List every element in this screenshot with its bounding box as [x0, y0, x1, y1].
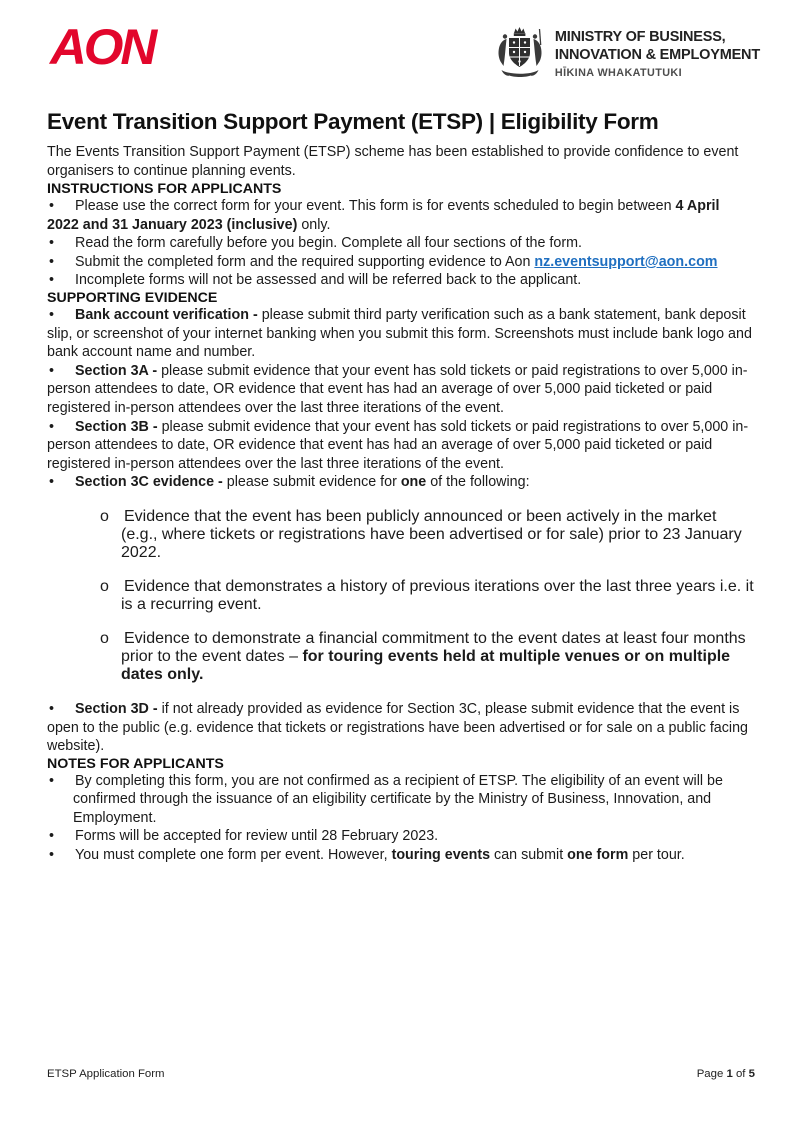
notes-heading: NOTES FOR APPLICANTS [47, 755, 224, 772]
text-segment: Section 3A - [75, 362, 158, 379]
footer-page-number [697, 1068, 755, 1080]
supporting-bullet-section-3a [47, 362, 755, 418]
text-segment: can submit [490, 847, 568, 864]
header [0, 0, 800, 84]
notes-bullet [47, 827, 755, 846]
supporting-bullet-section-3d [47, 700, 755, 756]
text-segment: Evidence that demonstrates a history of previous iterations over the last three years i.e. it is a recurring event. [121, 577, 754, 613]
instructions-bullet [47, 234, 755, 253]
mbie-name-line1: MINISTRY OF BUSINESS, [554, 29, 726, 45]
text-segment: Section 3B - [75, 418, 158, 435]
document-body [0, 108, 800, 865]
text-segment: Section 3D - [75, 700, 158, 717]
supporting-bullet-section-3b [47, 418, 755, 474]
notes-bullet [47, 846, 755, 865]
text-segment: one form [567, 847, 629, 864]
text-segment: 1 [726, 1068, 733, 1080]
text-segment: Bank account verification - [75, 306, 258, 323]
text-segment: per tour. [628, 847, 685, 864]
supporting-bullet-section-3c [47, 473, 755, 492]
text-segment: Incomplete forms will not be assessed and will be referred back to the applicant. [75, 272, 582, 289]
supporting-evidence-heading: SUPPORTING EVIDENCE [47, 289, 218, 306]
text-segment: 5 [748, 1068, 755, 1080]
mbie-wordmark [555, 29, 760, 79]
text-segment: please submit evidence that your event has sold tickets or paid registrations to over 5,000 in-person attendees to date, OR evidence that event has had an average of over 5,000 paid ticketed or paid registered in-person attendees over the last three iterations of the event. [47, 362, 748, 416]
text-segment: Section 3C evidence - [75, 474, 223, 491]
mbie-logo [494, 24, 760, 84]
text-segment: please submit third party verification such as a bank statement, bank deposit slip, or screenshot of your internet banking when you submit this form. Screenshots must include bank logo and bank account name and number. [47, 306, 752, 361]
section-3c-sub-bullet [97, 508, 755, 562]
supporting-bullet-bank-verification [47, 306, 755, 362]
text-segment: of [732, 1068, 749, 1080]
text-segment: touring events [391, 847, 491, 864]
text-segment: Page [696, 1068, 727, 1080]
page-title: Event Transition Support Payment (ETSP) | Eligibility Form [47, 109, 659, 134]
notes-bullet [47, 772, 755, 828]
text-segment: Evidence to demonstrate a financial commitment to the event dates at least four months prior to the event dates – [121, 629, 746, 665]
aon-logo: AON [50, 19, 155, 75]
footer-document-name: ETSP Application Form [47, 1068, 165, 1080]
text-segment: You must complete one form per event. However, [75, 847, 392, 864]
text-segment: By completing this form, you are not confirmed as a recipient of ETSP. The eligibility of an event will be confirmed through the issuance of an eligibility certificate by the Ministry of Business, Innovation, and Employment. [73, 772, 723, 826]
section-3c-sub-bullet [97, 578, 755, 614]
text-segment: Read the form carefully before you begin. Complete all four sections of the form. [75, 235, 583, 252]
text-segment: Forms will be accepted for review until 28 February 2023. [75, 828, 439, 845]
nz-coat-of-arms-icon [494, 24, 546, 84]
text-segment: please submit evidence for [222, 474, 401, 491]
email-link[interactable]: nz.eventsupport@aon.com [534, 253, 718, 270]
mbie-tagline: HĪKINA WHAKATUTUKI [554, 67, 683, 79]
instructions-bullet [47, 197, 755, 234]
text-segment: Evidence that the event has been publicly announced or been actively in the market (e.g., where tickets or registrations have been advertised or for sale) prior to 23 January 2022. [121, 507, 742, 561]
section-3c-sub-bullet [97, 630, 755, 684]
instructions-bullet [47, 253, 755, 272]
instructions-heading: INSTRUCTIONS FOR APPLICANTS [47, 181, 282, 197]
text-segment: one [400, 474, 427, 491]
intro-paragraph: The Events Transition Support Payment (ETSP) scheme has been established to provide confidence to event organisers to continue planning events. [47, 144, 739, 179]
text-segment: if not already provided as evidence for Section 3C, please submit evidence that the event is open to the public (e.g. evidence that tickets or registrations have been advertised or for sale on a public facing website). [47, 700, 748, 755]
text-segment: Submit the completed form and the required supporting evidence to Aon [75, 253, 535, 270]
text-segment: please submit evidence that your event has sold tickets or paid registrations to over 5,000 in-person attendees to date, OR evidence that event has had an average of over 5,000 paid ticketed or paid registered in-person attendees over the last three iterations of the event. [47, 418, 749, 472]
text-segment: of the following: [426, 474, 530, 491]
text-segment: for touring events held at multiple venues or on multiple dates only. [121, 647, 731, 683]
text-segment: only. [297, 216, 331, 233]
instructions-bullet [47, 271, 755, 290]
text-segment: 4 April 2022 and 31 January 2023 (inclusive) [47, 198, 720, 233]
text-segment: Please use the correct form for your event. This form is for events scheduled to begin between [75, 198, 676, 214]
mbie-name-line2: INNOVATION & EMPLOYMENT [554, 46, 760, 63]
page-footer [47, 1068, 755, 1080]
